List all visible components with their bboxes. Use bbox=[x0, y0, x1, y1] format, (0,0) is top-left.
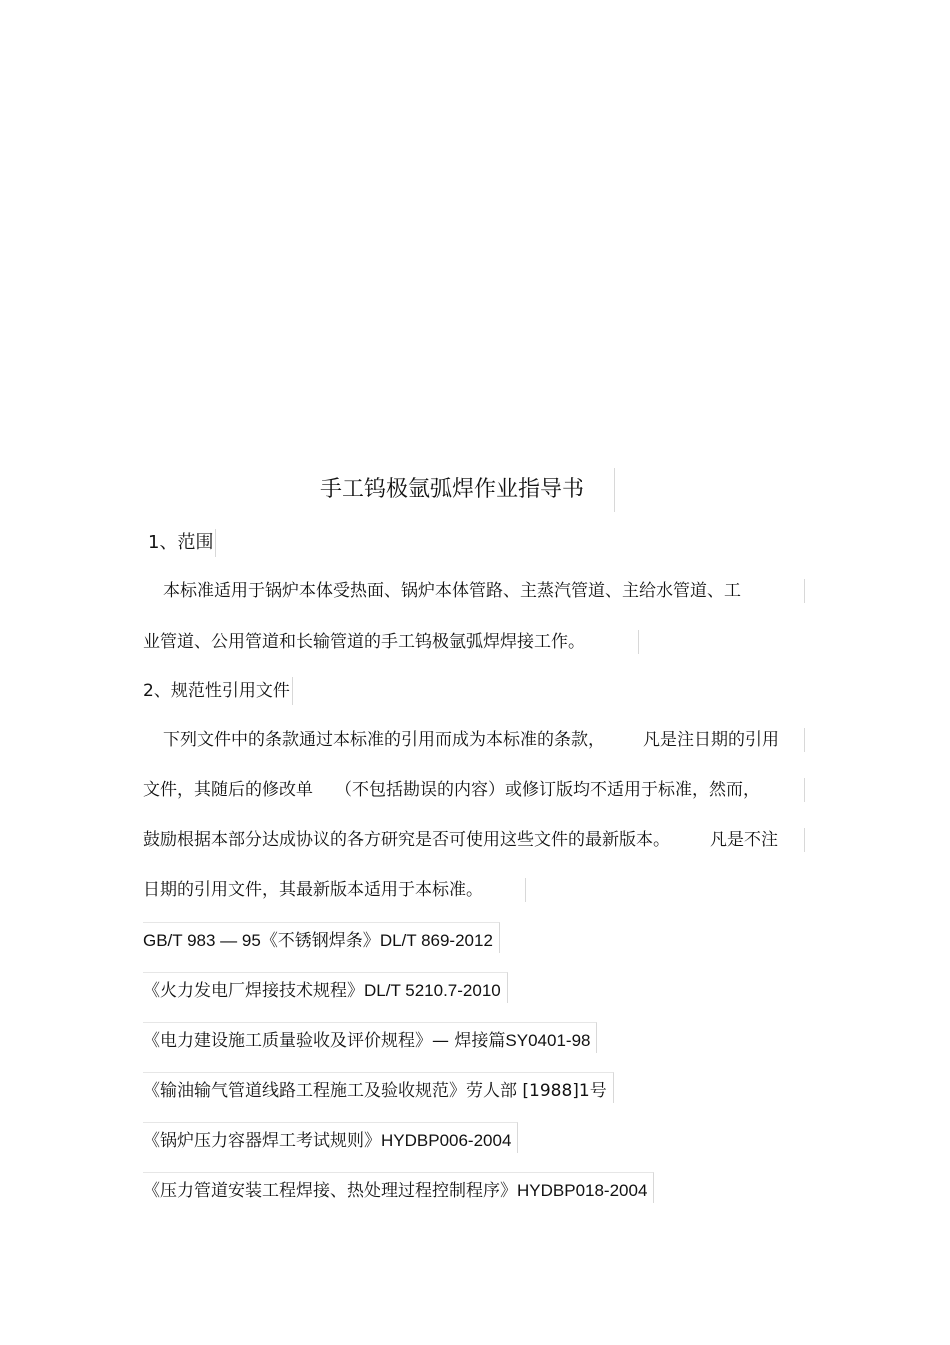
paragraph-text: 凡是不注 bbox=[710, 830, 778, 850]
standard-code-suffix: 号 bbox=[589, 1081, 607, 1101]
reference-line-2 bbox=[143, 972, 508, 1003]
section-1-heading: 1、范围 bbox=[148, 529, 216, 557]
reference-line-3 bbox=[143, 1022, 597, 1053]
standard-code: SY0401-98 bbox=[505, 1031, 591, 1050]
section-1-paragraph-line-2: 业管道、公用管道和长输管道的手工钨极氩弧焊焊接工作。 bbox=[143, 630, 639, 654]
paragraph-text: 日期的引用文件，其最新版本适用于本标准。 bbox=[143, 880, 483, 900]
standard-title: 《压力管道安装工程焊接、热处理过程控制程序》 bbox=[143, 1181, 517, 1201]
standard-title: 《锅炉压力容器焊工考试规则》 bbox=[143, 1131, 381, 1151]
standard-code: 劳人部 [1988]1 bbox=[466, 1081, 590, 1101]
standard-code: HYDBP006-2004 bbox=[381, 1131, 512, 1150]
paragraph-text: 鼓励根据本部分达成协议的各方研究是否可使用这些文件的最新版本。 bbox=[143, 830, 670, 850]
section-2-paragraph-line-2 bbox=[143, 778, 805, 802]
paragraph-text: 凡是注日期的引用 bbox=[643, 730, 779, 750]
section-2-paragraph-line-4 bbox=[143, 878, 526, 902]
standard-code: GB/T 983 — 95 bbox=[143, 931, 261, 950]
reference-line-4 bbox=[143, 1072, 614, 1103]
section-1-paragraph-line-1: 本标准适用于锅炉本体受热面、锅炉本体管路、主蒸汽管道、主给水管道、工 bbox=[163, 579, 805, 603]
section-2-heading: 2、规范性引用文件 bbox=[143, 677, 293, 705]
paragraph-text: （不包括勘误的内容）或修订版均不适用于标准，然而， bbox=[335, 780, 760, 800]
standard-title: 《火力发电厂焊接技术规程》 bbox=[143, 981, 364, 1001]
standard-title: 《电力建设施工质量验收及评价规程》— 焊接篇 bbox=[143, 1031, 506, 1051]
section-2-paragraph-line-1 bbox=[163, 728, 805, 752]
paragraph-text: 下列文件中的条款通过本标准的引用而成为本标准的条款， bbox=[163, 730, 605, 750]
reference-line-6 bbox=[143, 1172, 654, 1203]
standard-title: 《输油输气管道线路工程施工及验收规范》 bbox=[143, 1081, 466, 1101]
reference-line-5 bbox=[143, 1122, 518, 1153]
standard-code: DL/T 5210.7-2010 bbox=[364, 981, 501, 1000]
standard-title: 《不锈钢焊条》 bbox=[260, 931, 380, 951]
standard-code: HYDBP018-2004 bbox=[517, 1181, 648, 1200]
reference-line-1 bbox=[143, 922, 500, 953]
section-2-paragraph-line-3 bbox=[143, 828, 805, 852]
document-title: 手工钨极氩弧焊作业指导书 bbox=[320, 468, 615, 512]
paragraph-text: 文件，其随后的修改单 bbox=[143, 780, 313, 800]
standard-code: DL/T 869-2012 bbox=[379, 931, 493, 950]
